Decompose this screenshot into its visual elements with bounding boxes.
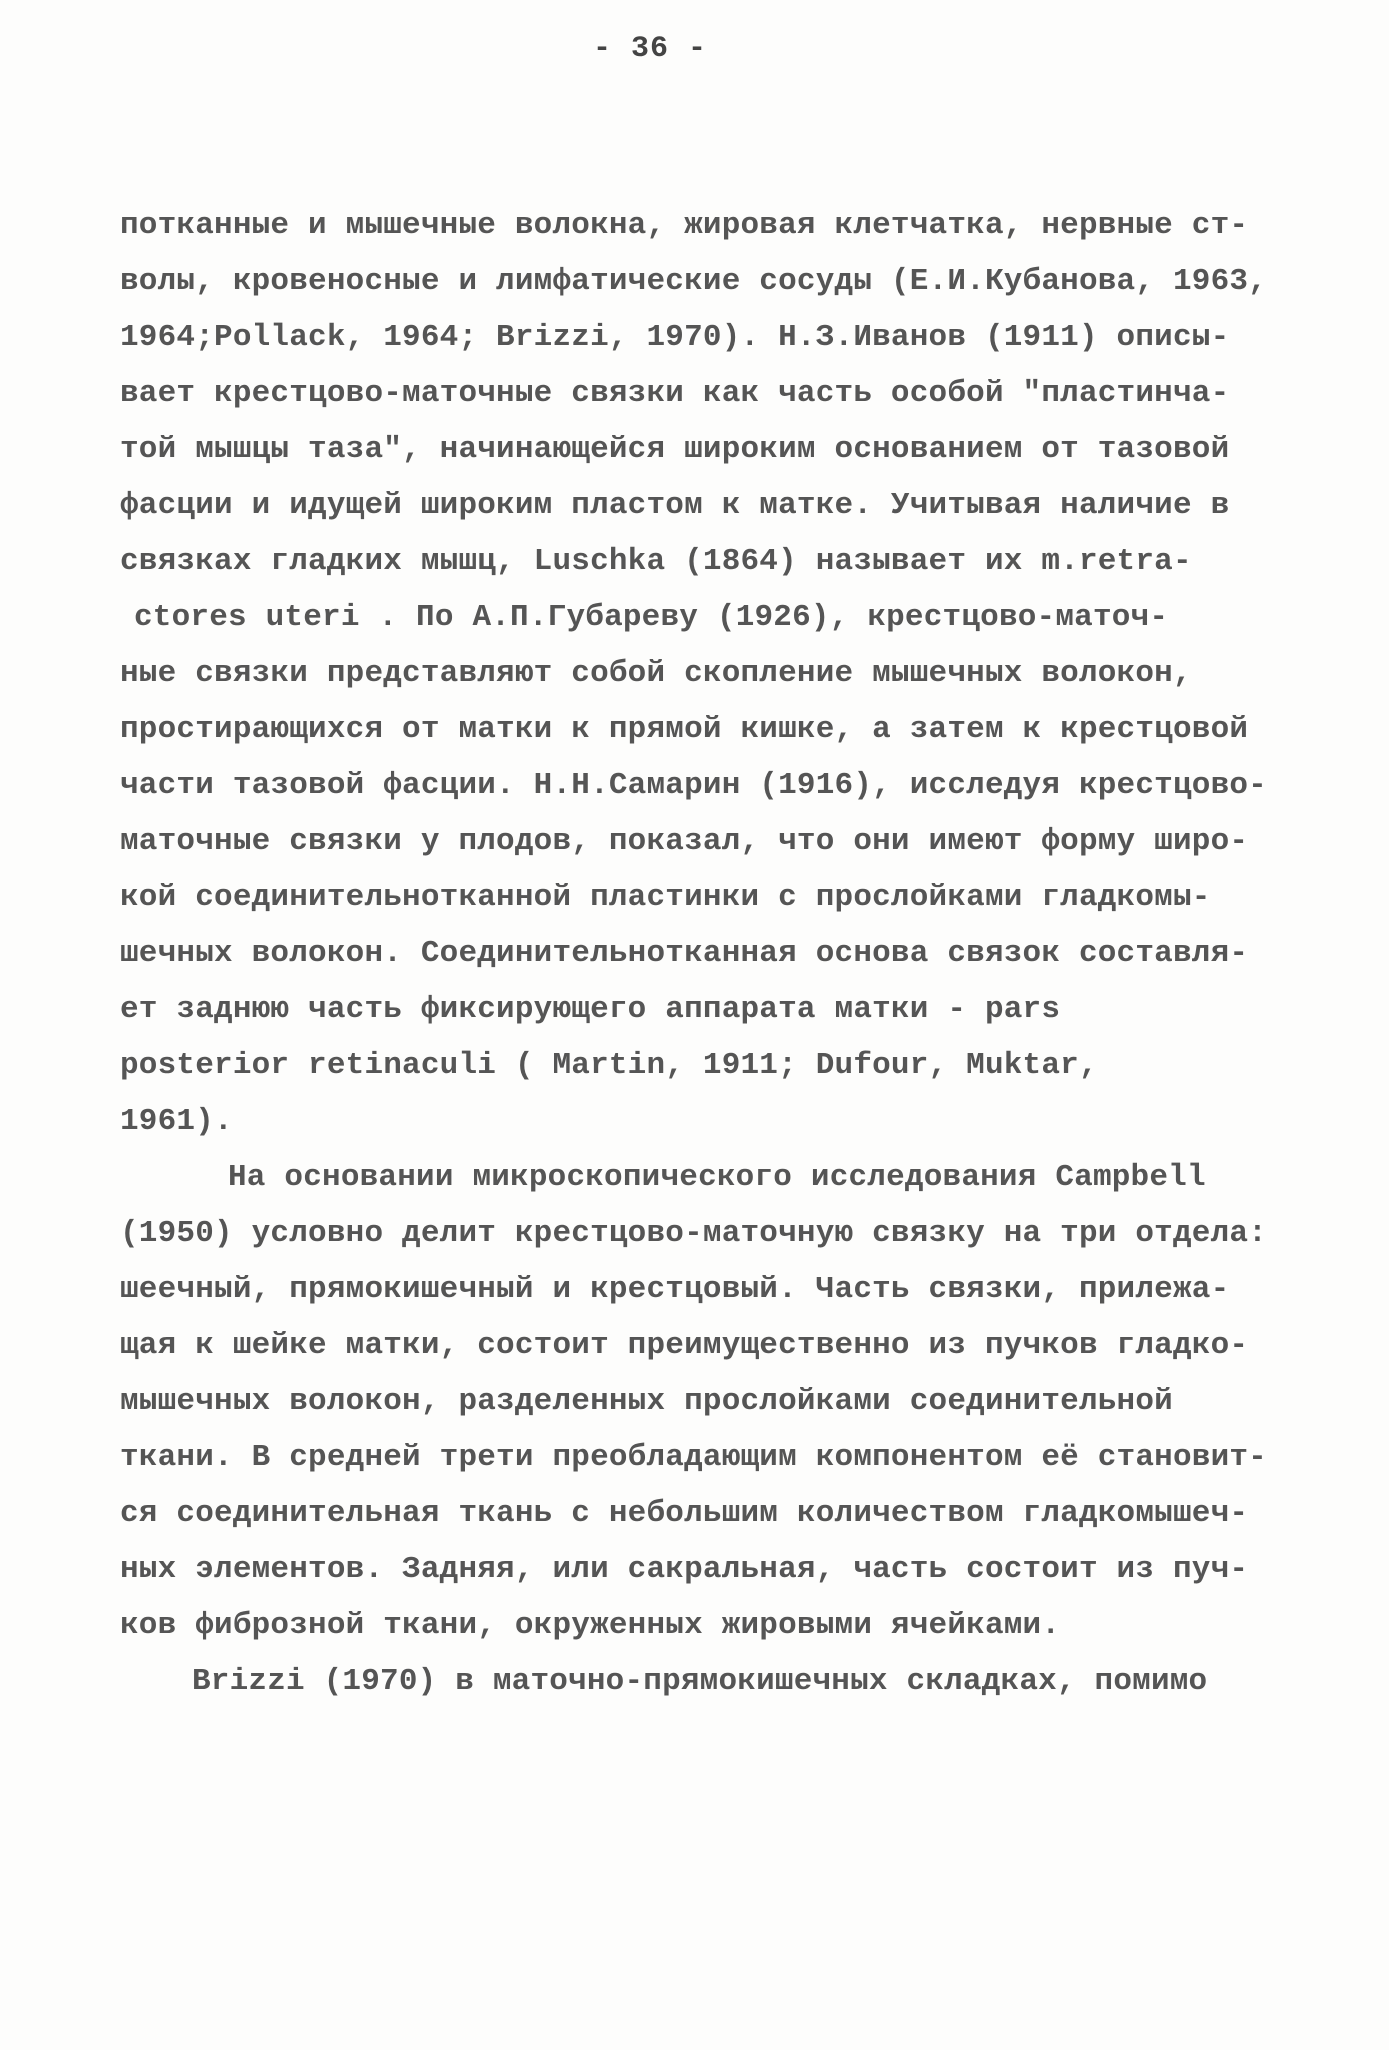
text-line: ных элементов. Задняя, или сакральная, часть состоит из пуч- [120, 1552, 1249, 1587]
text-line: потканные и мышечные волокна, жировая клетчатка, нервные ст- [120, 208, 1249, 243]
text-line: 1961). [120, 1104, 233, 1139]
text-line: posterior retinaculi ( Martin, 1911; Dufour, Muktar, [120, 1048, 1098, 1083]
text-line: ные связки представляют собой скопление мышечных волокон, [120, 656, 1192, 691]
text-line: вает крестцово-маточные связки как часть особой "пластинча- [120, 376, 1230, 411]
text-line: простирающихся от матки к прямой кишке, а затем к крестцовой [120, 712, 1249, 747]
text-line: фасции и идущей широким пластом к матке. Учитывая наличие в [120, 488, 1230, 523]
text-line: части тазовой фасции. Н.Н.Самарин (1916), исследуя крестцово- [120, 768, 1267, 803]
text-line: кой соединительнотканной пластинки с прослойками гладкомы- [120, 880, 1211, 915]
text-line: ет заднюю часть фиксирующего аппарата матки - pars [120, 992, 1061, 1027]
text-line: ткани. В средней трети преобладающим компонентом её становит- [120, 1440, 1267, 1475]
text-line: волы, кровеносные и лимфатические сосуды (Е.И.Кубанова, 1963, [120, 264, 1267, 299]
text-line: (1950) условно делит крестцово-маточную связку на три отдела: [120, 1216, 1267, 1251]
text-line: маточные связки у плодов, показал, что они имеют форму широ- [120, 824, 1249, 859]
text-line: шечных волокон. Соединительнотканная основа связок составля- [120, 936, 1249, 971]
text-line: связках гладких мышц, Luschka (1864) называет их m.retra- [120, 544, 1192, 579]
page-number: - 36 - [592, 32, 708, 66]
text-line: ся соединительная ткань с небольшим количеством гладкомышеч- [120, 1496, 1249, 1531]
text-line: той мышцы таза", начинающейся широким основанием от тазовой [120, 432, 1230, 467]
text-line: шеечный, прямокишечный и крестцовый. Часть связки, прилежа- [120, 1272, 1230, 1307]
text-line: 1964;Pollack, 1964; Brizzi, 1970). Н.З.Иванов (1911) описы- [120, 320, 1230, 355]
text-line: щая к шейке матки, состоит преимущественно из пучков гладко- [120, 1328, 1249, 1363]
text-line: ков фиброзной ткани, окруженных жировыми ячейками. [120, 1608, 1061, 1643]
text-line: На основании микроскопического исследования Campbell [228, 1160, 1206, 1195]
text-line: ctores uteri . По А.П.Губареву (1926), крестцово-маточ- [134, 600, 1169, 635]
text-line: мышечных волокон, разделенных прослойками соединительной [120, 1384, 1173, 1419]
text-line: Brizzi (1970) в маточно-прямокишечных складках, помимо [192, 1664, 1208, 1699]
